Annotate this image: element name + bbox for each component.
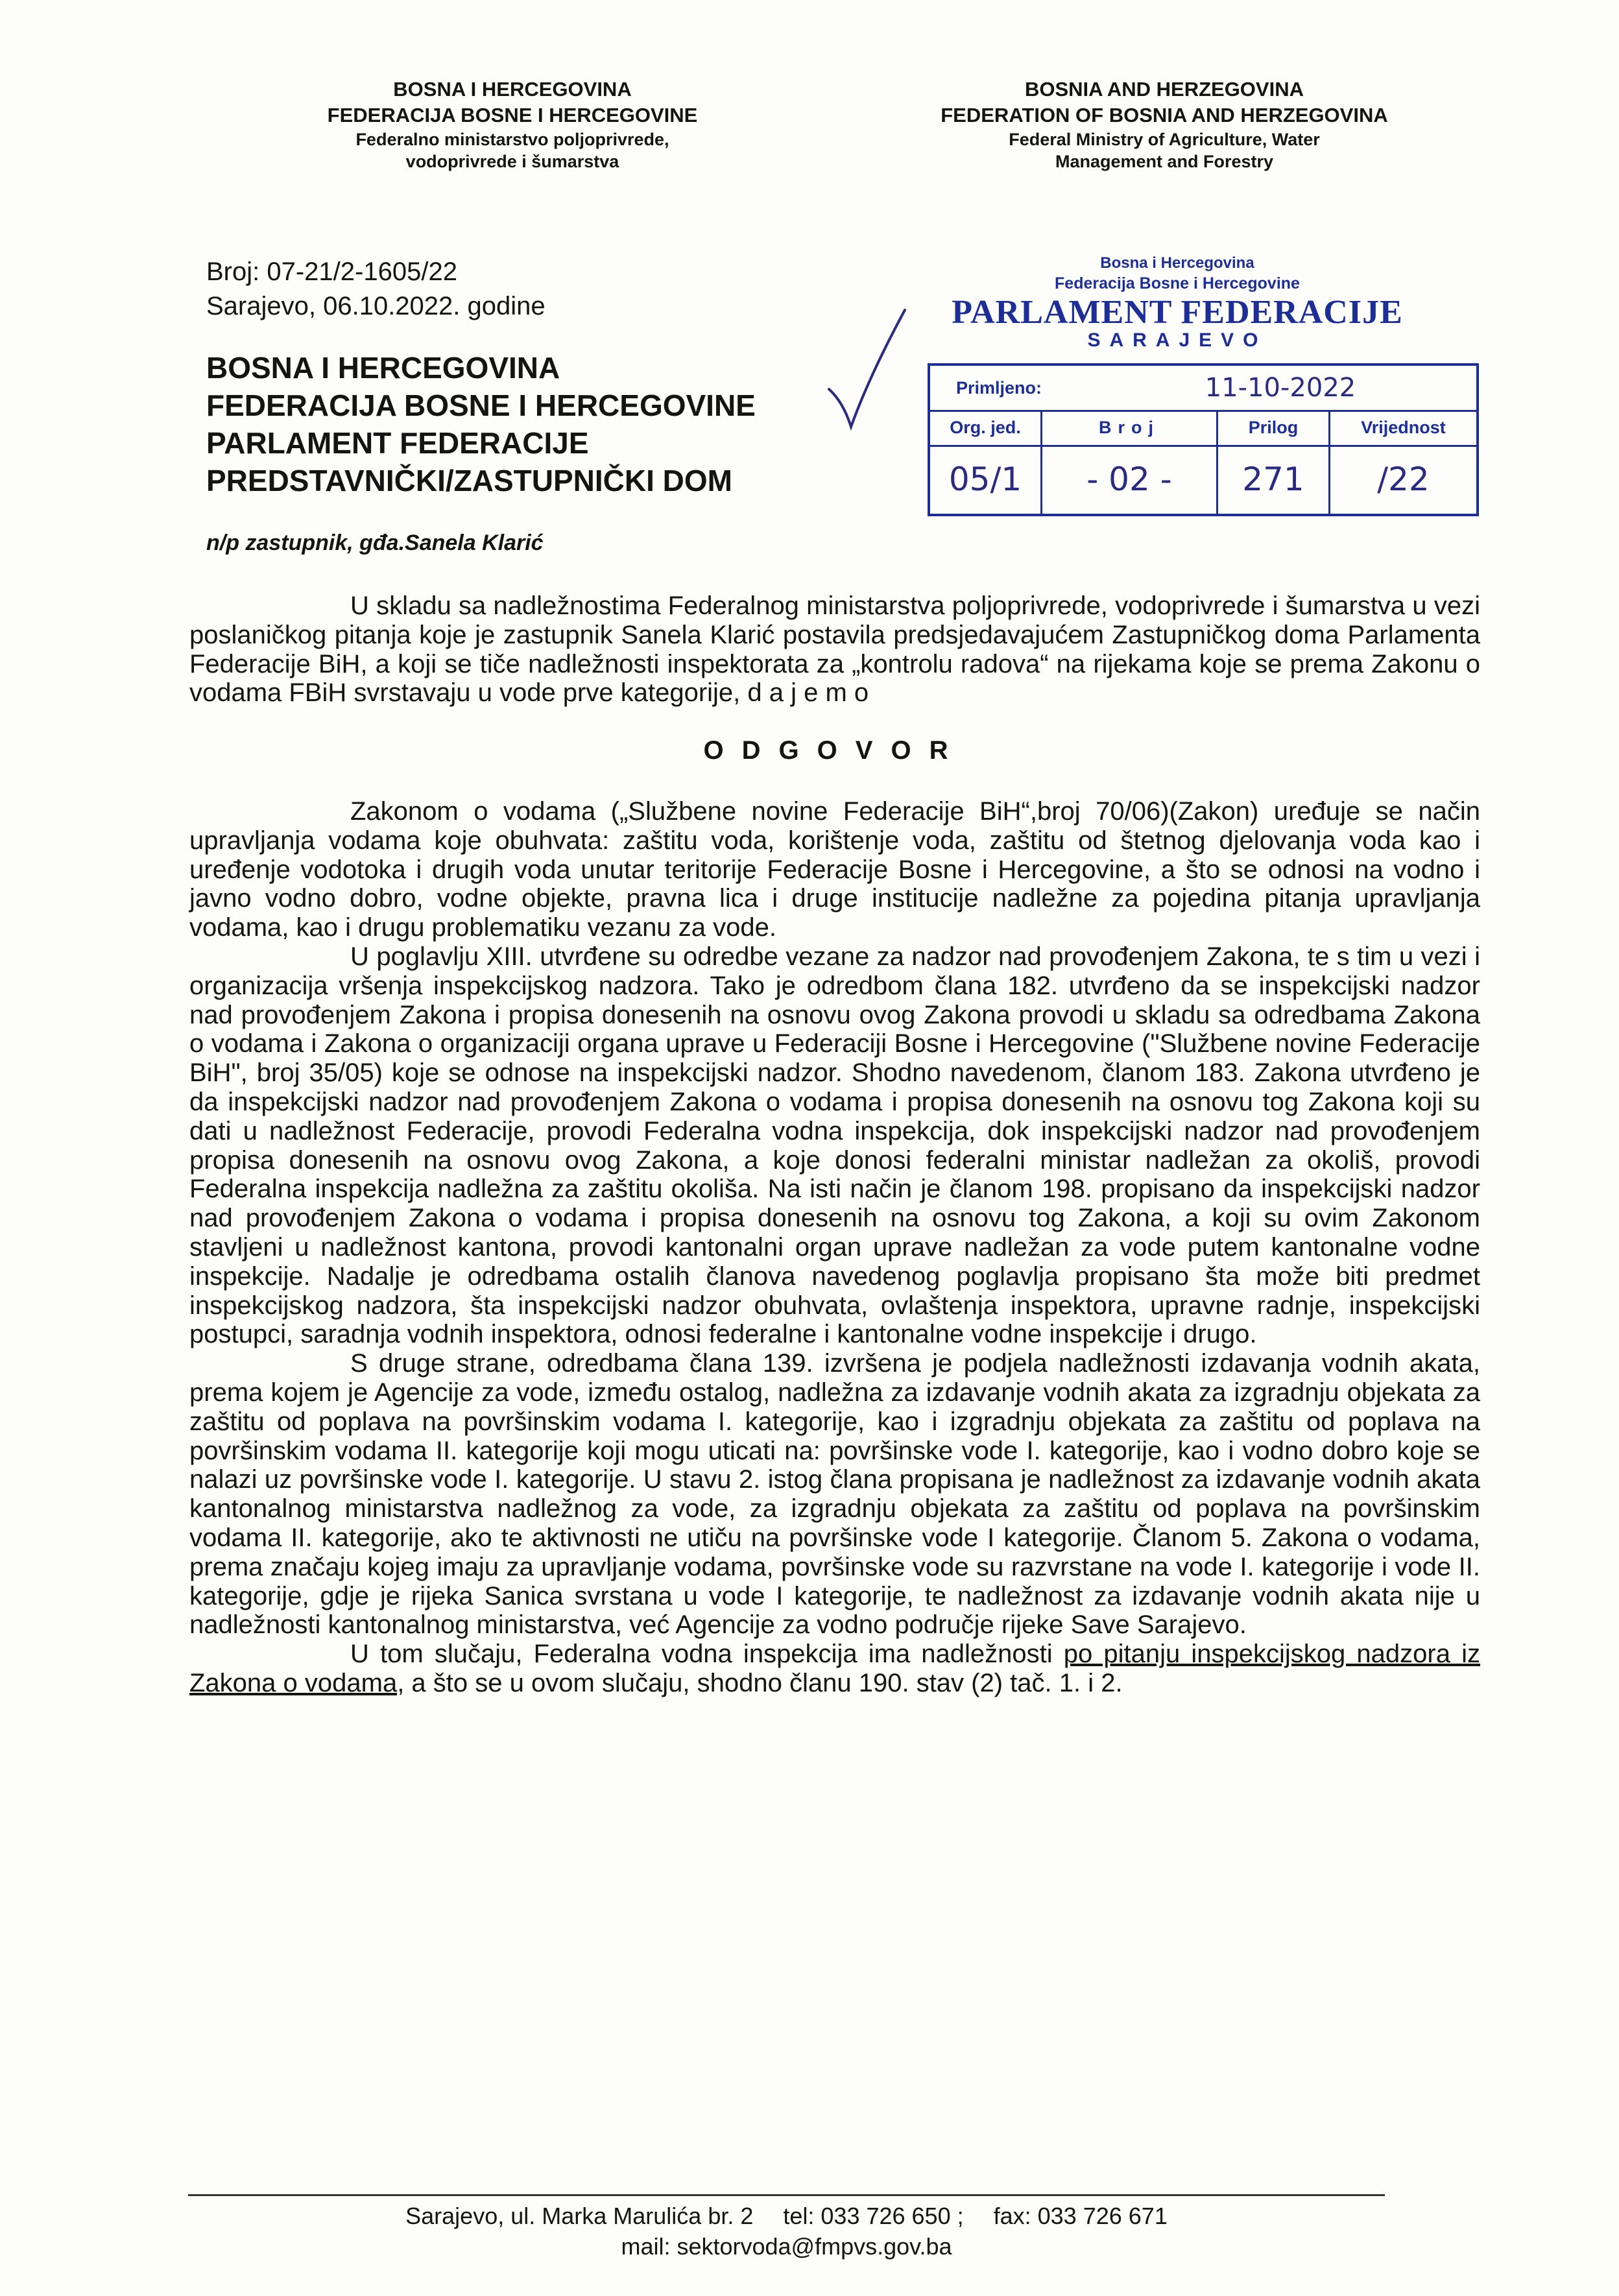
header-ministry-en-line1: Federal Ministry of Agriculture, Water — [1009, 130, 1320, 149]
paragraph-4-start: U tom slučaju, Federalna vodna inspekcija ima nadležnosti — [350, 1640, 1064, 1669]
header-country: BOSNA I HERCEGOVINA — [393, 78, 632, 101]
stamp-parliament: PARLAMENT FEDERACIJE — [952, 294, 1403, 331]
stamp-country: Bosna i Hercegovina — [1100, 254, 1254, 272]
receipt-stamp-box — [928, 363, 1479, 516]
addressee-line: BOSNA I HERCEGOVINA — [206, 351, 560, 385]
footer-fax: fax: 033 726 671 — [993, 2203, 1168, 2229]
paragraph-2: U poglavlju XIII. utvrđene su odredbe vezane za nadzor nad provođenjem Zakona, te s tim u vezi i organizacija vršenja inspekcijskog nadzora. Tako je odredbom člana 182. utvrđeno da se inspekcijski nadzor nad provođenjem Zakona i propisa donesenih na osnovu ovog Zakona provodi u skladu sa odredbama Zakona o vodama i Zakona o organizaciji organa uprave u Federaciji Bosne i Hercegovine ("Službene novine Federacije BiH", broj 35/05) koje se odnose na inspekcijski nadzor. Shodno navedenom, članom 183. Zakona utvrđeno je da inspekcijski nadzor nad provođenjem Zakona o vodama i propisa donesenih na osnovu tog Zakona koji su dati u nadležnost Federacije, provodi Federalna vodna inspekcija, dok inspekcijski nadzor nad provođenjem propisa donesenih na osnovu ovog Zakona, a koje donosi federalni ministar nadležan za okoliš, provodi Federalna inspekcija nadležna za zaštitu okoliša. Na isti način je članom 198. propisano da inspekcijski nadzor nad provođenjem Zakona o vodama i propisa donesenih na osnovu tog Zakona, a koji su ovim Zakonom stavljeni u nadležnost kantona, provodi kantonalni organ uprave nadležan za vode putem kantonalne vodne inspekcije. Nadalje je odredbama ostalih članova navedenog poglavlja propisano šta može biti predmet inspekcijskog nadzora, šta inspekcijski nadzor obuhvata, ovlaštenja inspektora, upravne radnje, inspekcijski postupci, saradnja vodnih inspektora, odnosi federalne i kantonalne vodne inspekcije i drugo. — [189, 942, 1480, 1349]
document-date: Sarajevo, 06.10.2022. godine — [206, 292, 546, 320]
intro-paragraph: U skladu sa nadležnostima Federalnog ministarstva poljoprivrede, vodoprivrede i šumarstva u vezi poslaničkog pitanja koje je zastupnik Sanela Klarić postavila predsjedavajućem Zastupničkog doma Parlamenta Federacije BiH, a koji se tiče nadležnosti inspektorata za „kontrolu radova“ na rijekama koje se prema Zakonu o vodama FBiH svrstavaju u vode prve kategorije, d a j e m o — [189, 592, 1480, 708]
stamp-received-label: Primljeno: — [956, 377, 1042, 398]
ministry-header-bosnian — [253, 77, 772, 173]
attention-line: n/p zastupnik, gđa.Sanela Klarić — [206, 531, 544, 555]
stamp-column-headers — [930, 410, 1476, 447]
paragraph-3: S druge strane, odredbama člana 139. izvršena je podjela nadležnosti izdavanja vodnih akata, prema kojem je Agencije za vode, između ostalog, nadležna za izdavanje vodnih akata za izgradnju objekata za zaštitu od poplava na površinskim vodama I. kategorije, kao i izgradnju objekata za zaštitu od poplava na površinskim vodama II. kategorije koji mogu uticati na: površinske vode I. kategorije, kao i vodno dobro koje se nalazi uz površinske vode I. kategorije. U stavu 2. istog člana propisana je nadležnost za izdavanje vodnih akata kantonalnog ministarstva nadležnog za vode, za izgradnju objekata za zaštitu od poplava na površinskim vodama II. kategorije, ako te aktivnosti ne utiču na površinske vode I kategorije. Članom 5. Zakona o vodama, prema značaju kojeg imaju za upravljanje vodama, površinske vode su razvrstane na vode I. kategorije i vode II. kategorije, gdje je rijeka Sanica svrstana u vode I kategorije, te nadležnost za izdavanje vodnih akata nije u nadležnosti kantonalnog ministarstva, već Agencije za vodno područje rijeke Save Sarajevo. — [189, 1349, 1480, 1640]
stamp-val-prilog: 271 — [1218, 445, 1330, 514]
footer-contact — [188, 2201, 1385, 2232]
letter-body — [189, 592, 1480, 1698]
stamp-col-org: Org. jed. — [930, 410, 1042, 445]
paragraph-4-underlined: po pitanju inspekcijskog nadzora iz Zakona o vodama, — [189, 1640, 1480, 1697]
stamp-col-broj: Broj — [1042, 410, 1218, 445]
addressee-line: PREDSTAVNIČKI/ZASTUPNIČKI DOM — [206, 464, 732, 497]
paragraph-4-end: a što se u ovom slučaju, shodno članu 190. stav (2) tač. 1. i 2. — [404, 1668, 1123, 1697]
stamp-val-vrijednost: /22 — [1377, 460, 1430, 498]
addressee-line: FEDERACIJA BOSNE I HERCEGOVINE — [206, 389, 756, 422]
header-ministry-line2: vodoprivrede i šumarstva — [405, 152, 619, 171]
stamp-city: SARAJEVO — [1087, 329, 1267, 351]
header-federation-en: FEDERATION OF BOSNIA AND HERZEGOVINA — [941, 104, 1388, 126]
footer-address: Sarajevo, ul. Marka Marulića br. 2 — [405, 2203, 754, 2229]
response-heading: ODGOVOR — [703, 736, 966, 765]
addressee-block — [206, 349, 756, 499]
footer-divider — [188, 2194, 1385, 2196]
reference-number: Broj: 07-21/2-1605/22 — [206, 257, 457, 286]
paragraph-4 — [189, 1640, 1480, 1698]
stamp-values-row — [930, 445, 1476, 514]
stamp-col-vrijednost: Vrijednost — [1361, 417, 1446, 437]
header-ministry-line1: Federalno ministarstvo poljoprivrede, — [355, 130, 669, 149]
addressee-line: PARLAMENT FEDERACIJE — [206, 426, 589, 460]
stamp-federation: Federacija Bosne i Hercegovine — [1055, 274, 1300, 293]
header-ministry-en-line2: Management and Forestry — [1055, 152, 1274, 171]
handwritten-checkmark-icon — [824, 305, 908, 435]
paragraph-1: Zakonom o vodama („Službene novine Federacije BiH“,broj 70/06)(Zakon) uređuje se način upravljanja vodama koje obuhvata: zaštitu voda, korištenje voda, zaštitu od štetnog djelovanja voda kao i uređenje vodotoka i drugih voda unutar teritorije Federacije Bosne i Hercegovine, a što se odnosi na vodno i javno vodno dobro, vodne objekte, pravna lica i druge institucije nadležne za pojedina pitanja upravljanja vodama, kao i drugu problematiku vezanu za vode. — [189, 796, 1480, 942]
header-federation: FEDERACIJA BOSNE I HERCEGOVINE — [327, 104, 698, 126]
footer-mail: mail: sektorvoda@fmpvs.gov.ba — [621, 2233, 952, 2260]
header-country-en: BOSNIA AND HERZEGOVINA — [1024, 78, 1304, 101]
stamp-received-date: 11-10-2022 — [1205, 373, 1356, 403]
footer-tel: tel: 033 726 650 ; — [783, 2203, 964, 2229]
ministry-header-english — [879, 77, 1450, 173]
stamp-received-row — [930, 366, 1476, 412]
stamp-col-prilog: Prilog — [1218, 410, 1330, 445]
stamp-val-broj: - 02 - — [1042, 445, 1218, 514]
stamp-val-org: 05/1 — [930, 445, 1042, 514]
